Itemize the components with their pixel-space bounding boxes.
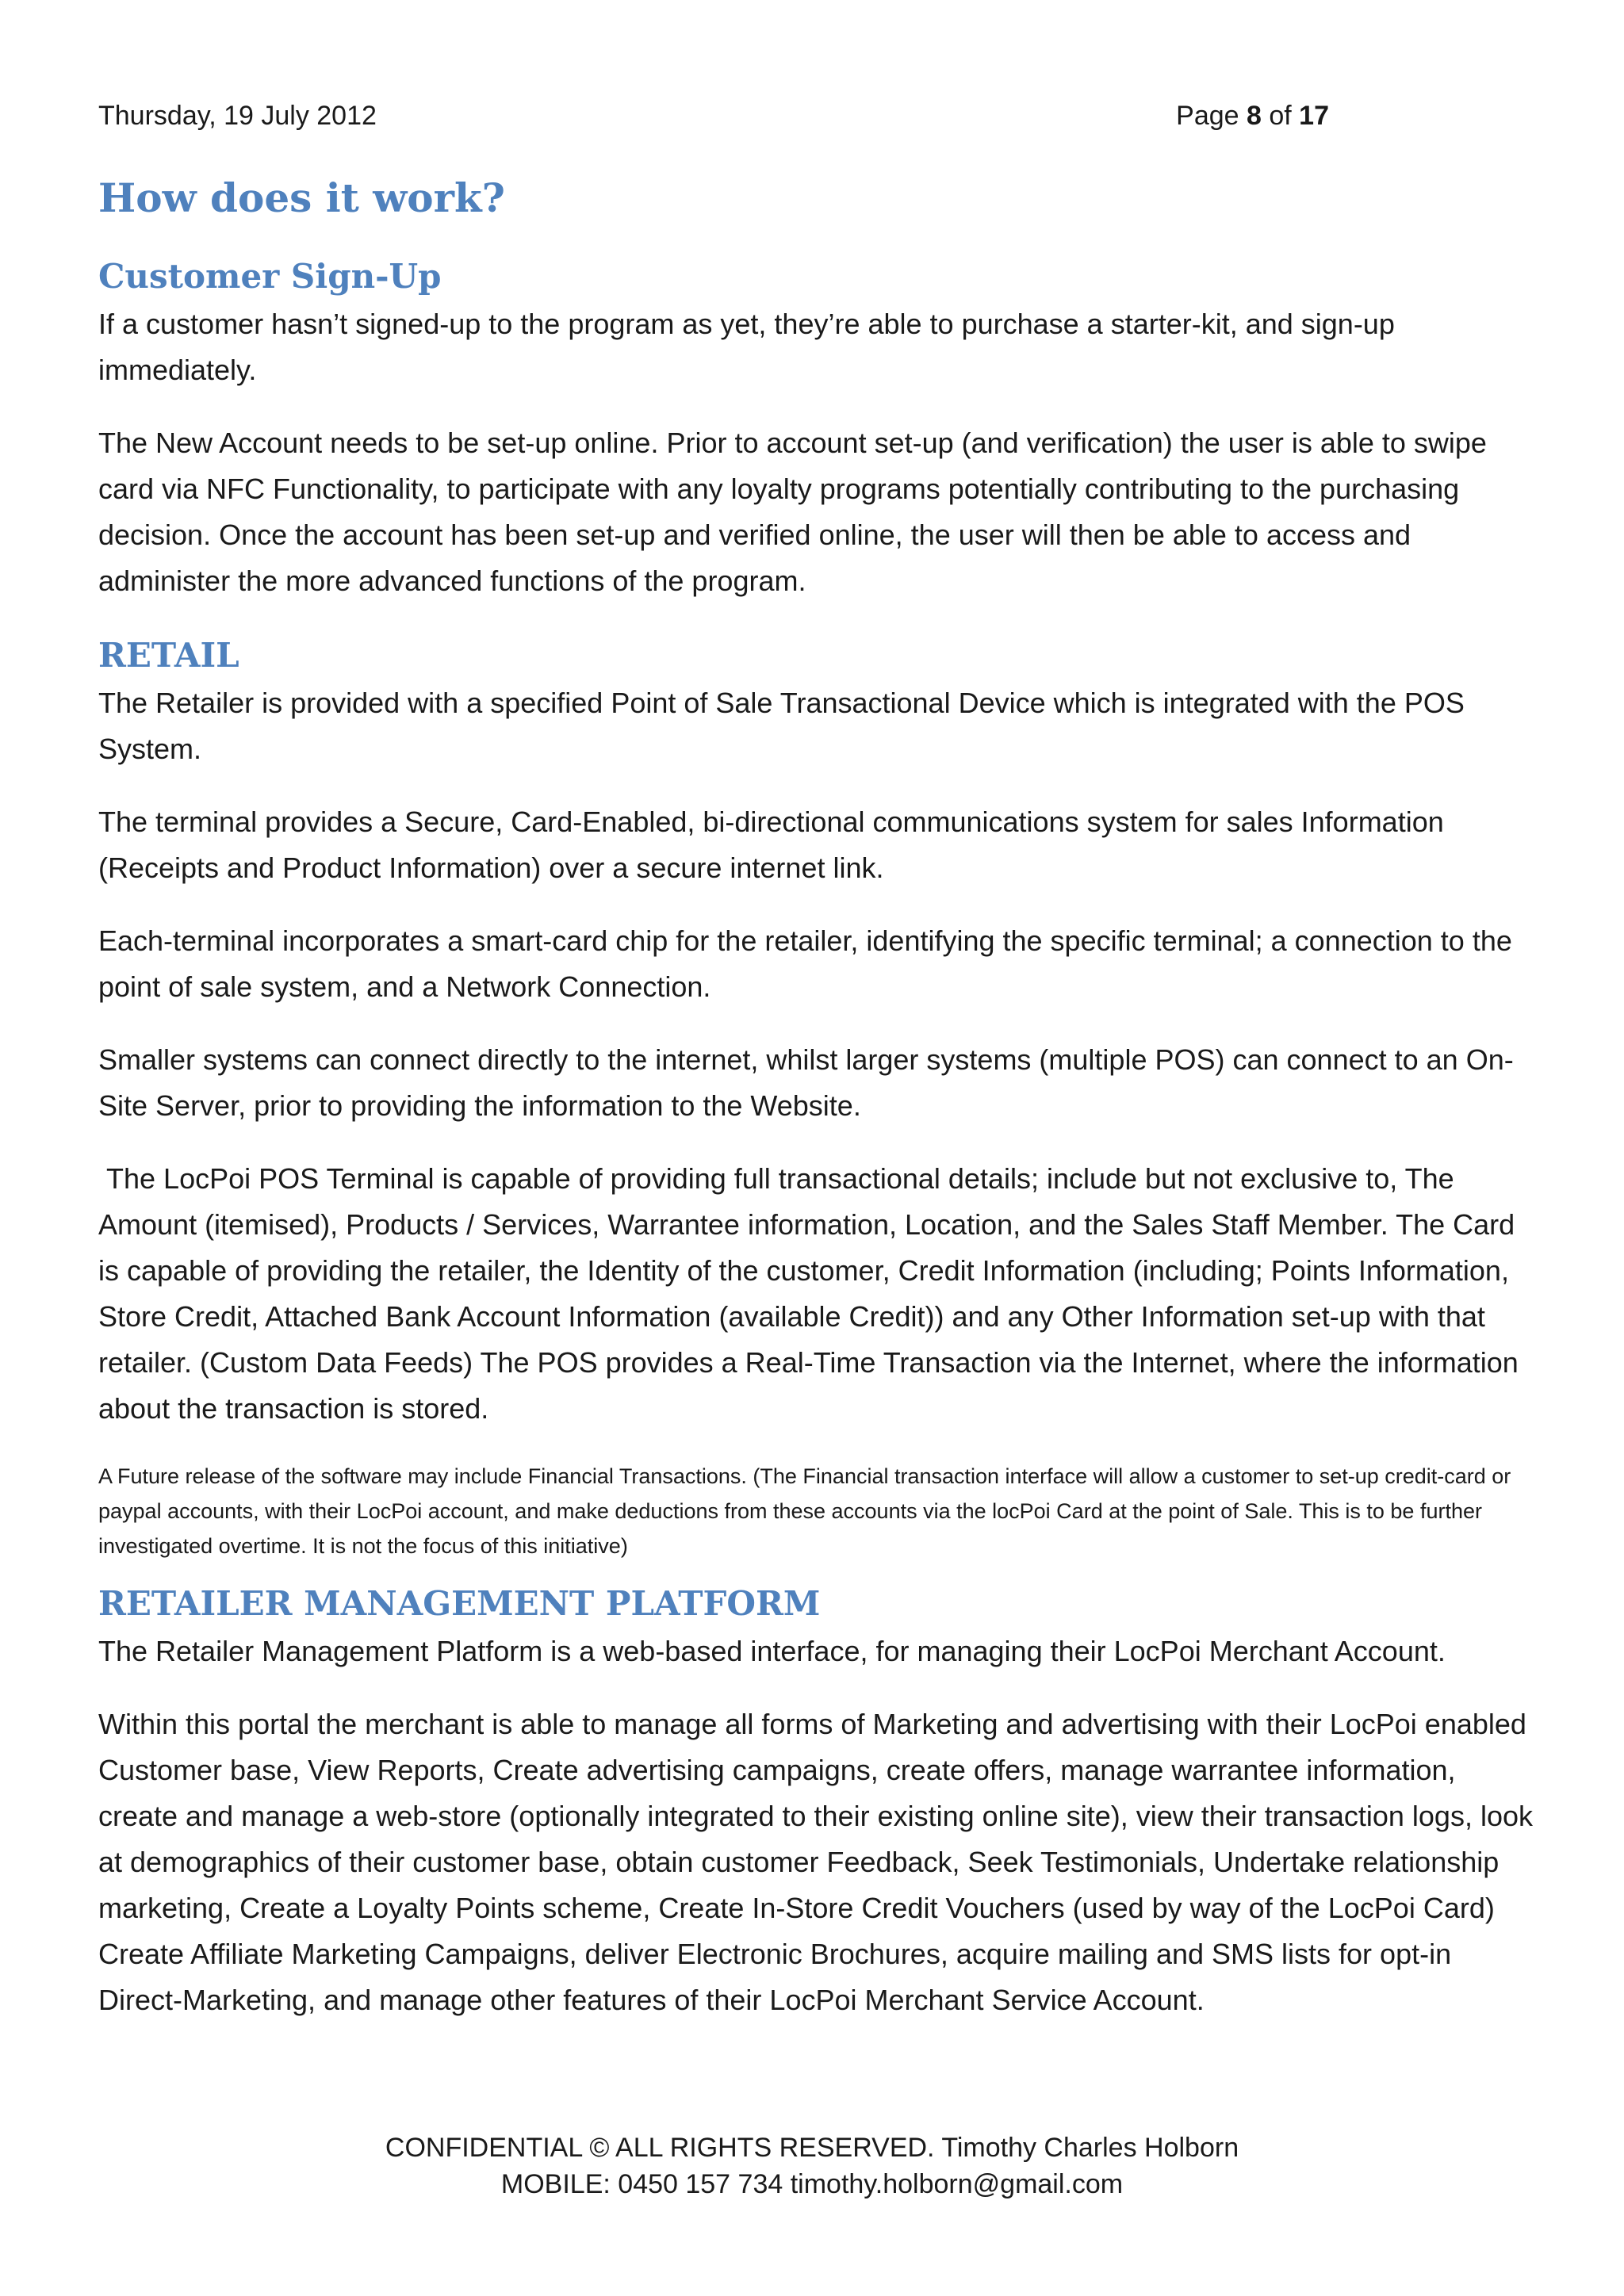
header-date: Thursday, 19 July 2012 bbox=[98, 101, 377, 131]
retail-paragraph-2: The terminal provides a Secure, Card-Enabled, bi-directional communications system for sales Information (Receipts and Product Information) over a secure internet link. bbox=[98, 806, 1444, 884]
footer-copyright: CONFIDENTIAL © ALL RIGHTS RESERVED. Timothy Charles Holborn bbox=[385, 2133, 1239, 2163]
page-prefix: Page bbox=[1176, 101, 1247, 131]
footer-contact: MOBILE: 0450 157 734 timothy.holborn@gmail.com bbox=[500, 2169, 1124, 2199]
heading-customer-signup: Customer Sign-Up bbox=[98, 257, 442, 296]
platform-paragraph-1: The Retailer Management Platform is a web-based interface, for managing their LocPoi Merchant Account. bbox=[98, 1635, 1446, 1667]
retail-paragraph-5: The LocPoi POS Terminal is capable of providing full transactional details; include but not exclusive to, The Amount (itemised), Products / Services, Warrantee information, Location, and the Sales Staff Member. The Card is capable of providing the retailer, the Identity of the customer, Credit Information (including; Points Information, Store Credit, Attached Bank Account Information (available Credit)) and any Other Information set-up with that retailer. (Custom Data Feeds) The POS provides a Real-Time Transaction via the Internet, where the information about the transaction is stored. bbox=[98, 1162, 1526, 1425]
page-of: of bbox=[1261, 101, 1300, 131]
page-header bbox=[98, 98, 1329, 138]
page-footer bbox=[0, 2130, 1624, 2202]
retail-paragraph-1: The Retailer is provided with a specified Point of Sale Transactional Device which is integrated with the POS System. bbox=[98, 687, 1465, 765]
platform-paragraph-2: Within this portal the merchant is able to manage all forms of Marketing and advertising with their LocPoi enabled Customer base, View Reports, Create advertising campaigns, create offers, manage warrantee information, create and manage a web-store (optionally integrated to their existing online site), view their transaction logs, look at demographics of their customer base, obtain customer Feedback, Seek Testimonials, Undertake relationship marketing, Create a Loyalty Points scheme, Create In-Store Credit Vouchers (used by way of the LocPoi Card) Create Affiliate Marketing Campaigns, deliver Electronic Brochures, acquire mailing and SMS lists for opt-in Direct-Marketing, and manage other features of their LocPoi Merchant Service Account. bbox=[98, 1708, 1533, 2016]
retail-paragraph-4: Smaller systems can connect directly to the internet, whilst larger systems (multiple POS) can connect to an On-Site Server, prior to providing the information to the Website. bbox=[98, 1043, 1514, 1122]
header-page-number bbox=[1176, 98, 1329, 133]
page-current: 8 bbox=[1247, 101, 1262, 131]
page-title: How does it work? bbox=[98, 174, 505, 221]
signup-paragraph-2: The New Account needs to be set-up online. Prior to account set-up (and verification) the user is able to swipe card via NFC Functionality, to participate with any loyalty programs potentially contributing to the purchasing decision. Once the account has been set-up and verified online, the user will then be able to access and administer the more advanced functions of the program. bbox=[98, 427, 1487, 597]
heading-retail: RETAIL bbox=[98, 636, 239, 675]
signup-paragraph-1: If a customer hasn’t signed-up to the program as yet, they’re able to purchase a starter-kit, and sign-up immediately. bbox=[98, 308, 1395, 386]
retail-future-note: A Future release of the software may include Financial Transactions. (The Financial transaction interface will allow a customer to set-up credit-card or paypal accounts, with their LocPoi account, and make deductions from these accounts via the locPoi Card at the point of Sale. This is to be further investigated overtime. It is not the focus of this initiative) bbox=[98, 1464, 1511, 1558]
page-total: 17 bbox=[1299, 101, 1329, 131]
page-content bbox=[98, 166, 1534, 2050]
heading-retailer-management-platform: RETAILER MANAGEMENT PLATFORM bbox=[98, 1584, 821, 1623]
retail-paragraph-3: Each-terminal incorporates a smart-card chip for the retailer, identifying the specific terminal; a connection to the point of sale system, and a Network Connection. bbox=[98, 924, 1512, 1003]
